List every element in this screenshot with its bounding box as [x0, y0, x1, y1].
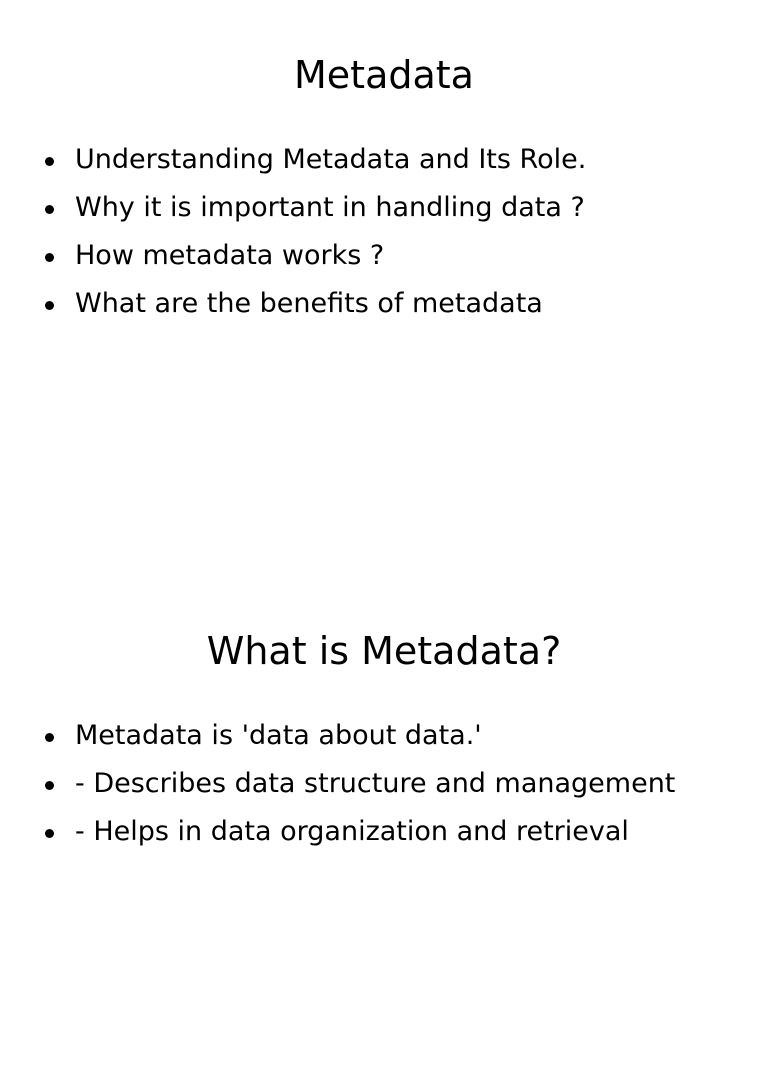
- bullet-icon: [45, 157, 54, 166]
- slide-metadata: [0, 0, 768, 512]
- bullet-icon: [45, 829, 54, 838]
- slide-title: Metadata: [294, 53, 474, 97]
- slide-what-is-metadata: [0, 576, 768, 1088]
- list-item: [0, 812, 675, 860]
- bullet-text: How metadata works ?: [75, 240, 385, 271]
- bullet-text: Understanding Metadata and Its Role.: [75, 144, 587, 175]
- bullet-list: [0, 140, 586, 332]
- list-item: [0, 188, 586, 236]
- bullet-text: - Helps in data organization and retrieval: [75, 816, 629, 847]
- bullet-icon: [45, 253, 54, 262]
- bullet-text: - Describes data structure and management: [75, 768, 676, 799]
- list-item: [0, 236, 586, 284]
- list-item: [0, 284, 586, 332]
- bullet-list: [0, 716, 675, 860]
- bullet-icon: [45, 205, 54, 214]
- bullet-icon: [45, 301, 54, 310]
- bullet-text: What are the benefits of metadata: [75, 288, 543, 319]
- bullet-text: Why it is important in handling data ?: [75, 192, 585, 223]
- bullet-icon: [45, 781, 54, 790]
- list-item: [0, 716, 675, 764]
- list-item: [0, 764, 675, 812]
- bullet-icon: [45, 733, 54, 742]
- list-item: [0, 140, 586, 188]
- bullet-text: Metadata is 'data about data.': [75, 720, 482, 751]
- slide-title: What is Metadata?: [206, 629, 562, 673]
